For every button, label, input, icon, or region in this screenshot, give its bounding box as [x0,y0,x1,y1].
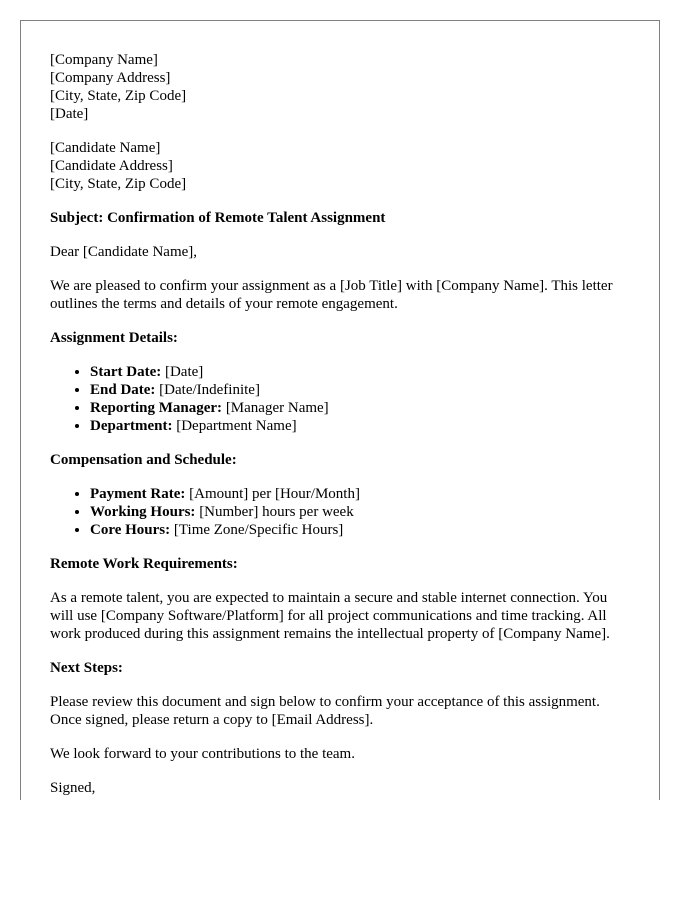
list-item [90,399,630,417]
sender-company-name: [Company Name] [50,52,158,68]
subject-line: Subject: Confirmation of Remote Talent Assignment [50,210,386,226]
letter-page [20,20,660,800]
letter-content [50,51,630,800]
sender-city-state-zip: [City, State, Zip Code] [50,88,187,104]
item-value: [Department Name] [172,418,297,434]
next-steps-paragraph: Please review this document and sign below to confirm your acceptance of this assignment. Once signed, please return a copy to [Email Address]. [50,694,600,728]
sender-company-address: [Company Address] [50,70,171,86]
remote-work-heading: Remote Work Requirements: [50,556,238,572]
recipient-city-state-zip: [City, State, Zip Code] [50,176,187,192]
salutation: Dear [Candidate Name], [50,244,198,260]
remote-work-paragraph: As a remote talent, you are expected to maintain a secure and stable internet connection. You will use [Company Software/Platform] for all project communications and time tracking. All work produced during this assignment remains the intellectual property of [Company Name]. [50,590,610,642]
assignment-details-heading: Assignment Details: [50,330,178,346]
item-value: [Time Zone/Specific Hours] [170,522,344,538]
list-item [90,417,630,435]
list-item [90,503,630,521]
letter-date: [Date] [50,106,89,122]
item-label: Reporting Manager: [90,400,223,416]
recipient-name: [Candidate Name] [50,140,161,156]
item-label: Start Date: [90,364,162,380]
recipient-address-block [50,139,630,193]
list-item [90,485,630,503]
signature-label: Signed, [50,780,96,796]
assignment-details-list [50,363,630,435]
compensation-heading: Compensation and Schedule: [50,452,237,468]
recipient-address: [Candidate Address] [50,158,173,174]
sender-address-block [50,51,630,123]
intro-paragraph: We are pleased to confirm your assignment as a [Job Title] with [Company Name]. This letter outlines the terms and details of your remote engagement. [50,278,613,312]
item-label: End Date: [90,382,156,398]
closing-line: We look forward to your contributions to the team. [50,746,355,762]
item-label: Department: [90,418,173,434]
item-value: [Date] [161,364,204,380]
item-value: [Manager Name] [222,400,329,416]
item-label: Working Hours: [90,504,196,520]
next-steps-heading: Next Steps: [50,660,123,676]
list-item [90,521,630,539]
item-value: [Amount] per [Hour/Month] [185,486,360,502]
list-item [90,363,630,381]
item-value: [Number] hours per week [195,504,354,520]
item-label: Core Hours: [90,522,171,538]
item-label: Payment Rate: [90,486,186,502]
list-item [90,381,630,399]
compensation-list [50,485,630,539]
item-value: [Date/Indefinite] [155,382,260,398]
